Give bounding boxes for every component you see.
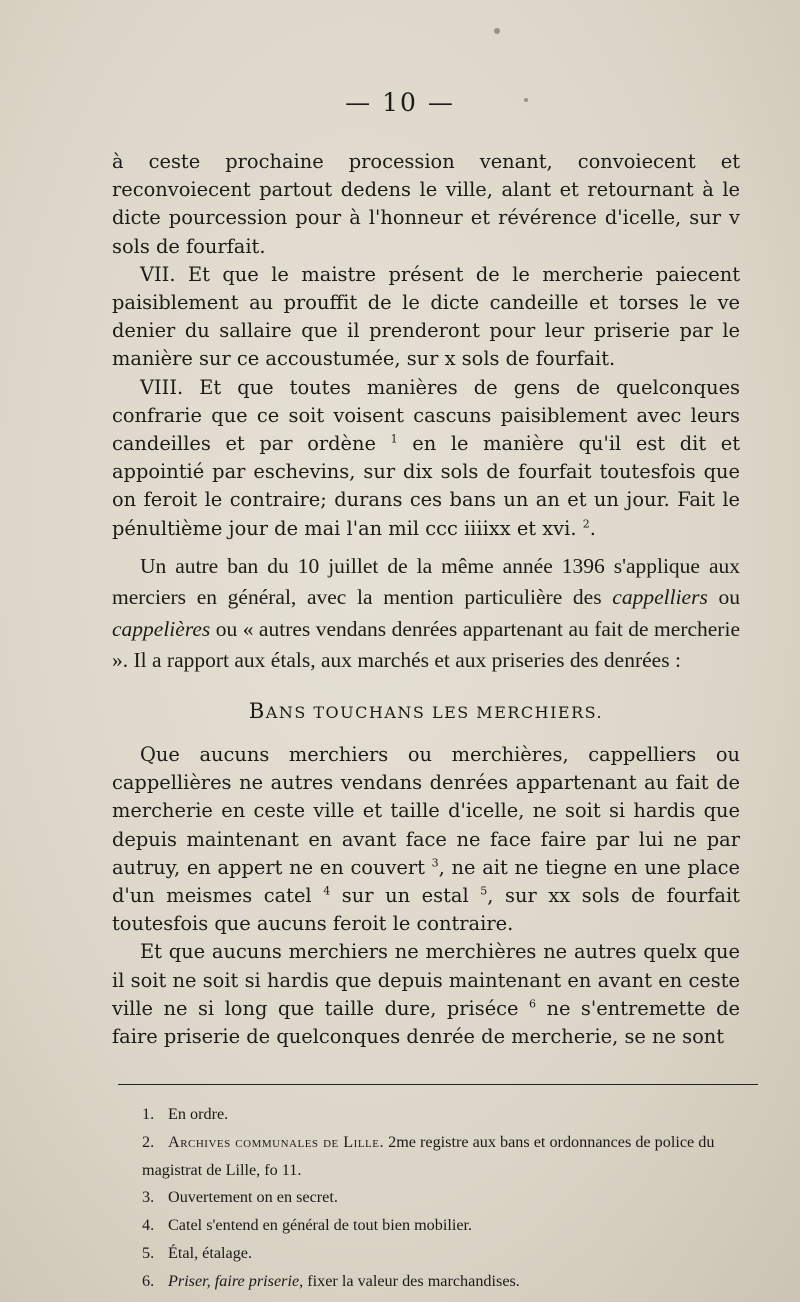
footnote-ref[interactable]: 1: [390, 432, 398, 446]
paragraph-text: à ceste prochaine procession venant, convoiecent et reconvoiecent partout dedens le ville, alant et retournant à le dicte pourcession pour à l'honneur et révérence d'icelle, sur v sols de fourfait.: [112, 150, 740, 258]
footnote-ref[interactable]: 5: [480, 884, 488, 898]
footnote: [112, 1240, 752, 1268]
page-number: — 10 —: [345, 88, 455, 117]
paragraph-text: sur un estal: [330, 884, 469, 908]
footnote: [112, 1101, 752, 1129]
footnote-number: 6.: [142, 1271, 155, 1290]
paragraph-text: VII. Et que le maistre présent de le mercherie paiecent paisiblement au prouffit de le dicte candeille et torses le ve denier du sallaire que il prenderont pour leur priserie par le manière sur ce accoustumée, sur x sols de fourfait.: [112, 262, 740, 371]
footnote: [112, 1184, 752, 1212]
footnote-text: En ordre.: [168, 1105, 229, 1123]
ban-intro: [112, 551, 740, 677]
article-viii: [112, 374, 740, 543]
article-vii: [112, 261, 740, 374]
footnote-number: 2.: [142, 1132, 155, 1151]
heading-initial: B: [248, 698, 266, 723]
paragraph-text: ou: [707, 585, 741, 610]
paragraph-text: Un autre ban du 10 juillet de la même année 1396 s'applique aux merciers en général, avec la mention particulière des: [112, 553, 740, 610]
footnote-text: Étal, étalage.: [168, 1243, 253, 1262]
footnote-ref[interactable]: 6: [529, 997, 536, 1011]
section-heading: [112, 697, 740, 727]
heading-rest: ANS TOUCHANS LES MERCHIERS.: [265, 702, 604, 722]
paragraph-continuation: [112, 148, 740, 261]
footnote-ref[interactable]: 3: [431, 856, 439, 870]
paragraph-text: Et que aucuns merchiers ne merchières ne autres quelx que il soit ne soit si hardis que depuis maintenant en avant en ceste ville ne si long que taille dure, priséce: [112, 940, 740, 1020]
footnote-text: Catel s'entend en général de tout bien mobilier.: [168, 1216, 473, 1235]
paragraph-text: ou « autres vendans denrées appartenant au fait de mercherie ». Il a rapport aux étals, aux marchés et aux priseries des denrées :: [112, 616, 740, 673]
paragraph-text: Que aucuns merchiers ou merchières, cappelliers ou cappellières ne autres vendans denrées appartenant au fait de mercherie en ceste ville et taille d'icelle, ne soit si hardis que depuis maintenant en avant face ne face faire par lui ne par autruy, en appert ne en couvert: [112, 743, 740, 879]
footnote-ref[interactable]: 4: [323, 884, 331, 898]
ban-paragraph: [112, 938, 740, 1051]
footnote-text: Ouvertement on en secret.: [168, 1188, 338, 1207]
footnote-divider: [118, 1084, 758, 1085]
ban-paragraph: [112, 741, 740, 938]
footnote-source: Archives communales de Lille.: [168, 1132, 385, 1151]
footnote-text: 2me registre aux bans et ordonnances de police du magistrat de Lille, fo 11.: [142, 1132, 715, 1179]
paper-spot: [494, 28, 500, 34]
footnote: [112, 1129, 752, 1185]
paragraph-text: ne s'entremette de faire priserie de quelconques denrée de mercherie, se ne sont: [112, 996, 740, 1049]
paragraph-text: .: [589, 516, 596, 540]
footnote-italic: Priser, faire priserie,: [168, 1271, 304, 1290]
paragraph-text: , sur xx sols de fourfait toutesfois que aucuns feroit le contraire.: [112, 884, 740, 936]
paper-spot: [524, 98, 528, 102]
paragraph-text: , ne ait ne tiegne en une place d'un meismes catel: [112, 855, 740, 908]
footnote-number: 4.: [142, 1216, 155, 1235]
footnote-number: 5.: [142, 1243, 155, 1262]
italic-term: cappelières: [112, 616, 211, 641]
paragraph-text: en le manière qu'il est dit et appointié par eschevins, sur dix sols de fourfait toutesfois que on feroit le contraire; durans ces bans un an et un jour. Fait le pénultième jour de mai l'an mil ccc iiiixx et xvi.: [112, 432, 740, 540]
footnote-text: fixer la valeur des marchandises.: [303, 1271, 520, 1290]
main-text: [112, 148, 740, 1051]
footnote-number: 3.: [142, 1188, 155, 1207]
footnote: [112, 1268, 752, 1296]
footnote-ref[interactable]: 2: [582, 517, 590, 531]
footnotes: [112, 1101, 752, 1296]
italic-term: cappelliers: [612, 585, 708, 610]
footnote: [112, 1212, 752, 1240]
paragraph-text: VIII. Et que toutes manières de gens de quelconques confrarie que ce soit voisent cascuns paisiblement avec leurs candeilles et par ordène: [112, 375, 740, 456]
footnote-number: 1.: [142, 1105, 155, 1123]
